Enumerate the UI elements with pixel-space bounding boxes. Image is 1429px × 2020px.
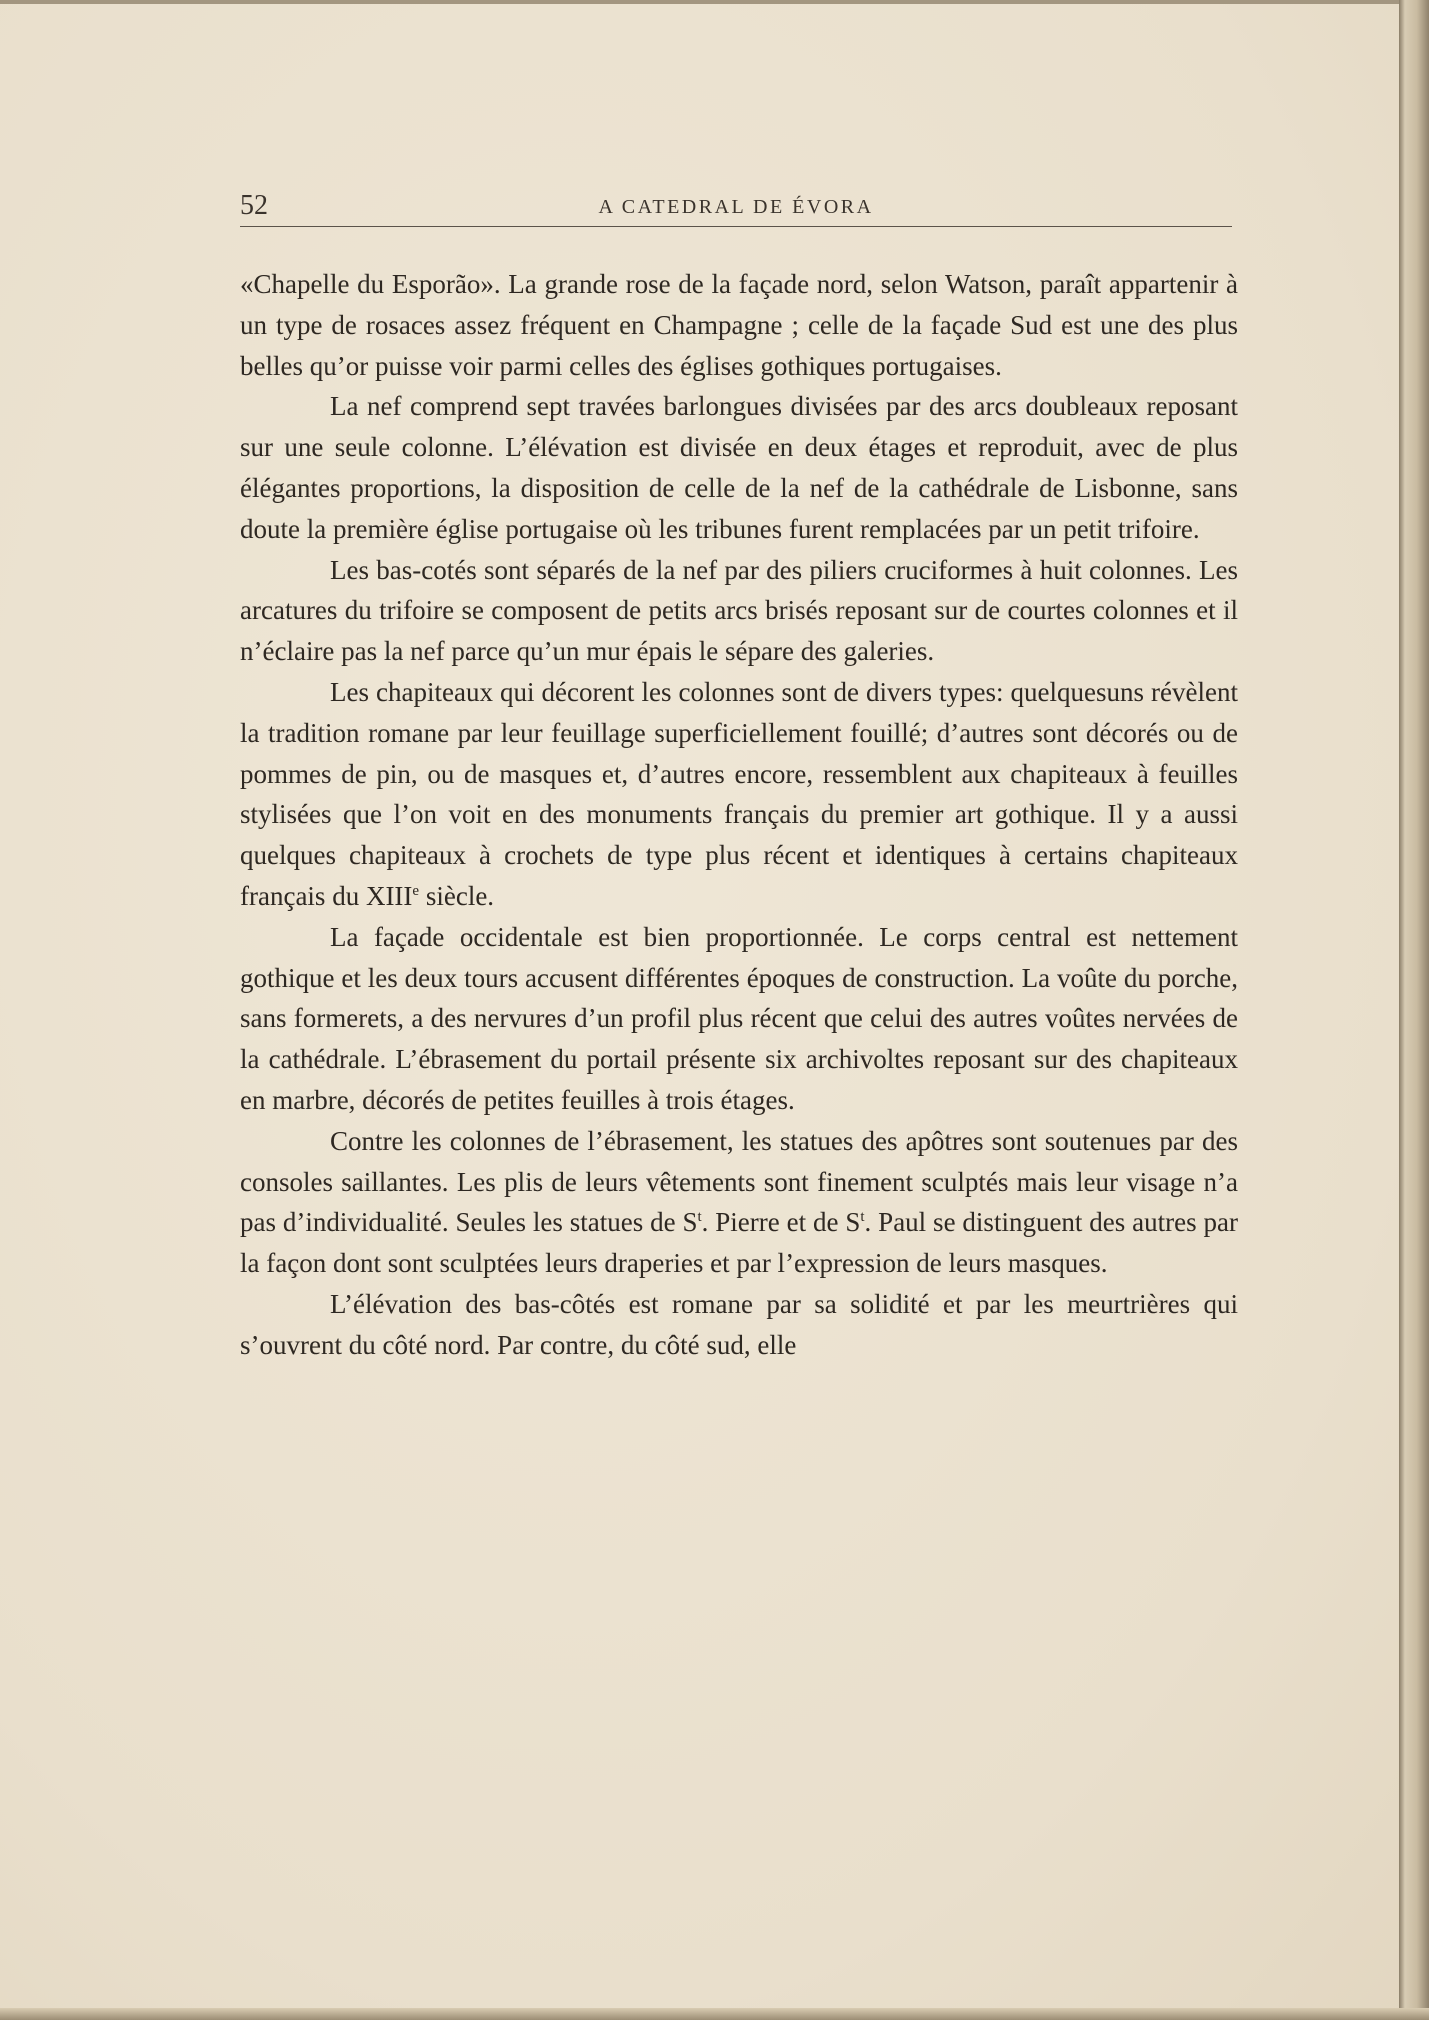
paragraph-4 [240, 672, 1238, 917]
page-spine-edge [1399, 0, 1429, 2020]
paragraph-7: L’élévation des bas-côtés est romane par sa solidité et par les meurtrières qui s’ouvrent du côté nord. Par contre, du côté sud, elle [240, 1288, 1238, 1360]
paragraph-3: Les bas-cotés sont séparés de la nef par des piliers cruciformes à huit colonnes. Les arcatures du trifoire se composent de petits arcs brisés reposant sur de courtes colonnes et il n’éclaire pas la nef parce qu’un mur épais le sépare des galeries. [240, 554, 1238, 667]
running-header [240, 186, 1232, 227]
paragraph-4-tail: siècle. [419, 880, 495, 911]
superscript-t-1: t [697, 1209, 702, 1226]
paragraph-5: La façade occidentale est bien proportionnée. Le corps central est nettement gothique et les deux tours accusent différentes époques de construction. La voûte du porche, sans formerets, a des nervures d’un profil plus récent que celui des autres voûtes nervées de la cathédrale. L’ébrasement du portail présente six archivoltes reposant sur des chapiteaux en marbre, décorés de petites feuilles à trois étages. [240, 921, 1238, 1115]
paragraph-4-text: Les chapiteaux qui décorent les colonnes sont de divers types: quelquesuns révèlent la tradition romane par leur feuillage superficiellement fouillé; d’autres sont décorés ou de pommes de pin, ou de masques et, d’autres encore, ressemblent aux chapiteaux à feuilles stylisées que l’on voit en des monuments français du premier art gothique. Il y a aussi quelques chapiteaux à crochets de type plus récent et identiques à certains chapiteaux français du XIII [240, 676, 1238, 911]
paragraph-1: «Chapelle du Esporão». La grande rose de la façade nord, selon Watson, paraît appartenir à un type de rosaces assez fréquent en Champagne ; celle de la façade Sud est une des plus belles qu’or puisse voir parmi celles des églises gothiques portugaises. [240, 269, 1238, 381]
paragraph-6-text-c: . Paul se distinguent des autres par la façon dont sont sculptées leurs draperies et par l’expression de leurs masques. [240, 1207, 1238, 1279]
paragraph-6-text-a: Contre les colonnes de l’ébrasement, les statues des apôtres sont soutenues par des consoles saillantes. Les plis de leurs vêtements sont finement sculptés mais leur visage n’a pas d’individualité. Seules les statues de S [240, 1125, 1238, 1238]
body-text [240, 264, 1238, 1366]
page-bottom-edge [0, 2008, 1429, 2020]
superscript-e: e [412, 882, 420, 899]
running-title: A CATEDRAL DE ÉVORA [598, 196, 874, 218]
page-top-edge [0, 0, 1429, 4]
superscript-t-2: t [860, 1209, 865, 1226]
paragraph-6 [240, 1121, 1238, 1284]
page-number: 52 [240, 190, 268, 221]
paragraph-6-text-b: . Pierre et de S [701, 1207, 861, 1238]
paragraph-2: La nef comprend sept travées barlongues divisées par des arcs doubleaux reposant sur une seule colonne. L’élévation est divisée en deux étages et reproduit, avec de plus élégantes proportions, la disposition de celle de la nef de la cathédrale de Lisbonne, sans doute la première église portugaise où les tribunes furent remplacées par un petit trifoire. [240, 391, 1238, 544]
